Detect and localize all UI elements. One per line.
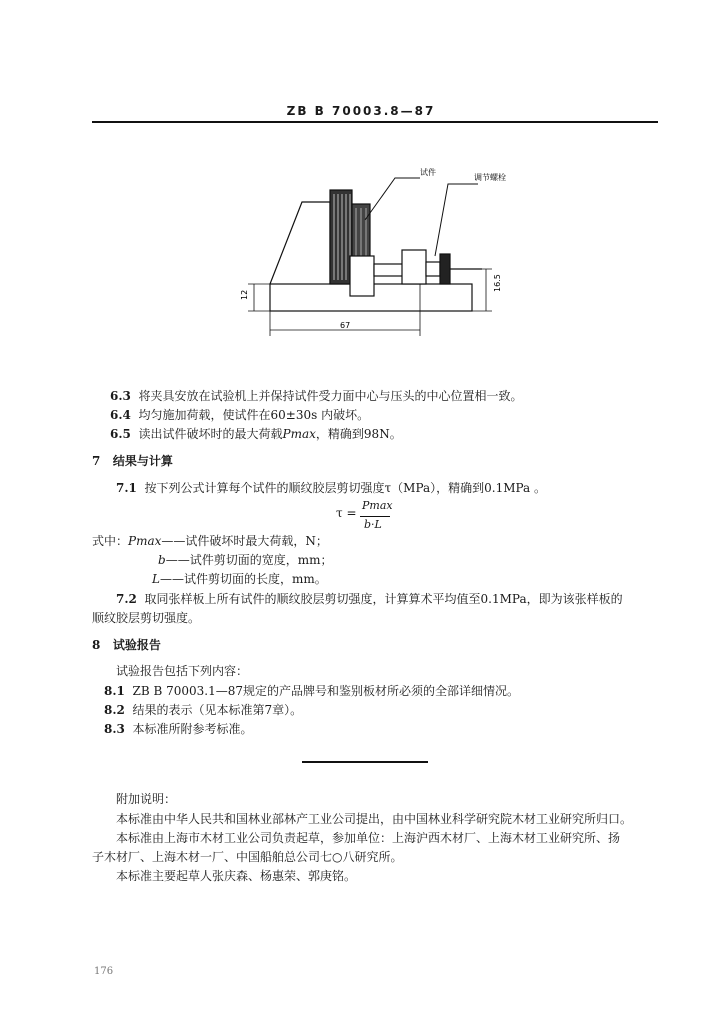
- label-specimen: 试件: [420, 168, 436, 177]
- item-8-3: 8.3 本标准所附参考标准。: [104, 722, 253, 736]
- appendix-line-4: 本标准主要起草人张庆森、杨惠荣、郭庚铭。: [116, 869, 357, 883]
- appendix-line-2: 本标准由上海市木材工业公司负责起草，参加单位：上海沪西木材厂、上海木材工业研究所、扬: [116, 831, 621, 845]
- formula-lhs: τ =: [336, 506, 357, 520]
- def-l: L——试件剪切面的长度，mm。: [152, 572, 327, 586]
- section-7-heading: 7 结果与计算: [92, 454, 173, 468]
- formula-fraction-line: [360, 516, 390, 517]
- press-block: [350, 256, 374, 296]
- adjusting-screw-knob: [440, 254, 450, 284]
- item-6-5: 6.5 读出试件破坏时的最大荷载Pmax，精确到98N。: [110, 427, 402, 441]
- item-8-2: 8.2 结果的表示（见本标准第7章）。: [104, 703, 303, 717]
- screw-housing: [402, 250, 426, 284]
- item-6-3: 6.3 将夹具安放在试验机上并保持试件受力面中心与压头的中心位置相一致。: [110, 389, 523, 403]
- section-8-heading: 8 试验报告: [92, 638, 161, 652]
- dim-width: 67: [340, 321, 351, 330]
- standard-code-header: ZB B 70003.8—87: [286, 104, 436, 118]
- fixture-diagram: [230, 160, 530, 350]
- fixture-left-support: [270, 202, 330, 284]
- item-6-4: 6.4 均匀施加荷载，使试件在60±30s 内破坏。: [110, 408, 370, 422]
- section-8-intro: 试验报告包括下列内容：: [116, 664, 249, 678]
- def-b: b——试件剪切面的宽度，mm；: [158, 553, 333, 567]
- item-8-1: 8.1 ZB B 70003.1—87规定的产品牌号和鉴别板材所必须的全部详细情况。: [104, 684, 520, 698]
- item-7-2-cont: 顺纹胶层剪切强度。: [92, 611, 201, 625]
- header-rule: [92, 121, 658, 123]
- appendix-line-3: 子木材厂、上海木材一厂、中国船舶总公司七○八研究所。: [92, 850, 403, 864]
- appendix-title: 附加说明：: [116, 792, 177, 806]
- dim-height-right: 16.5: [493, 274, 502, 292]
- page-number: 176: [94, 966, 114, 977]
- formula-numerator: Pmax: [362, 499, 393, 512]
- dim-height-left: 12: [240, 289, 249, 300]
- formula-denominator: b·L: [364, 518, 382, 531]
- item-7-2: 7.2 取同张样板上所有试件的顺纹胶层剪切强度，计算算术平均值至0.1MPa，即为该张样板的: [116, 592, 623, 606]
- def-pmax: 式中：Pmax——试件破坏时最大荷载，N；: [92, 534, 328, 548]
- label-adjusting-screw: 调节螺栓: [474, 173, 506, 182]
- section-separator: [302, 761, 428, 763]
- appendix-line-1: 本标准由中华人民共和国林业部林产工业公司提出，由中国林业科学研究院木材工业研究所归口。: [116, 812, 633, 826]
- item-7-1: 7.1 按下列公式计算每个试件的顺纹胶层剪切强度τ（MPa），精确到0.1MPa 。: [116, 481, 547, 495]
- specimen: [330, 190, 352, 284]
